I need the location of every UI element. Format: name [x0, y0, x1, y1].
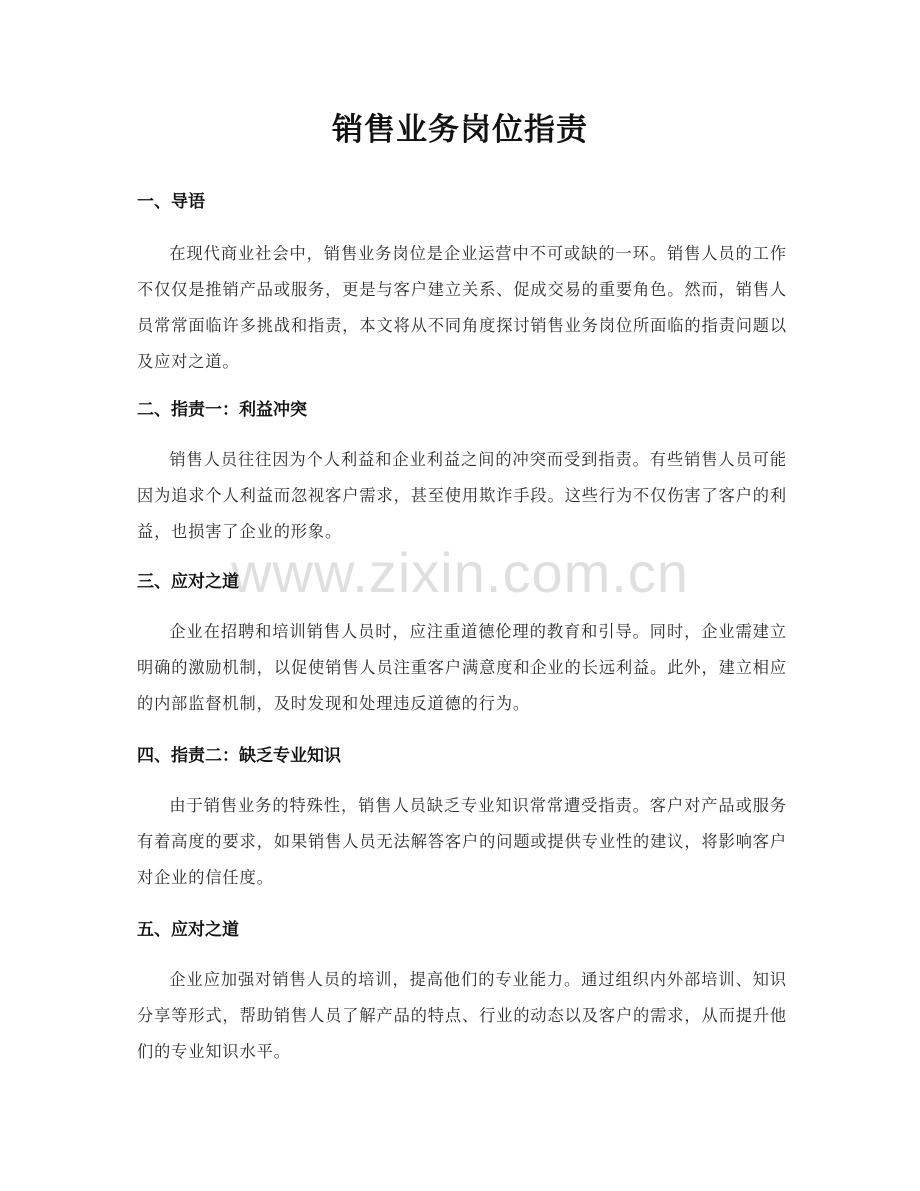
section-conflict-of-interest	[137, 398, 787, 550]
section-paragraph: 由于销售业务的特殊性，销售人员缺乏专业知识常常遭受指责。客户对产品或服务有着高度的要求，如果销售人员无法解答客户的问题或提供专业性的建议，将影响客户对企业的信任度。	[137, 796, 787, 887]
section-paragraph: 在现代商业社会中，销售业务岗位是企业运营中不可或缺的一环。销售人员的工作不仅仅是推销产品或服务，更是与客户建立关系、促成交易的重要角色。然而，销售人员常常面临许多挑战和指责，本文将从不同角度探讨销售业务岗位所面临的指责问题以及应对之道。	[137, 244, 787, 371]
section-paragraph: 销售人员往往因为个人利益和企业利益之间的冲突而受到指责。有些销售人员可能因为追求个人利益而忽视客户需求，甚至使用欺诈手段。这些行为不仅伤害了客户的利益，也损害了企业的形象。	[137, 450, 787, 541]
section-introduction	[137, 190, 787, 380]
section-heading: 四、指责二：缺乏专业知识	[137, 746, 341, 766]
section-lack-of-knowledge	[137, 744, 787, 896]
section-heading: 一、导语	[137, 192, 205, 212]
document-title: 销售业务岗位指责	[332, 112, 588, 148]
watermark: www.zixin.com.cn	[231, 541, 689, 604]
section-heading: 五、应对之道	[137, 920, 239, 940]
section-response-two	[137, 918, 787, 1070]
section-paragraph: 企业应加强对销售人员的培训，提高他们的专业能力。通过组织内外部培训、知识分享等形式，帮助销售人员了解产品的特点、行业的动态以及客户的需求，从而提升他们的专业知识水平。	[137, 970, 787, 1061]
section-response-one	[137, 570, 787, 722]
section-paragraph: 企业在招聘和培训销售人员时，应注重道德伦理的教育和引导。同时，企业需建立明确的激励机制，以促使销售人员注重客户满意度和企业的长远利益。此外，建立相应的内部监督机制，及时发现和处理违反道德的行为。	[137, 622, 787, 713]
section-heading: 三、应对之道	[137, 572, 239, 592]
section-heading: 二、指责一：利益冲突	[137, 400, 307, 420]
